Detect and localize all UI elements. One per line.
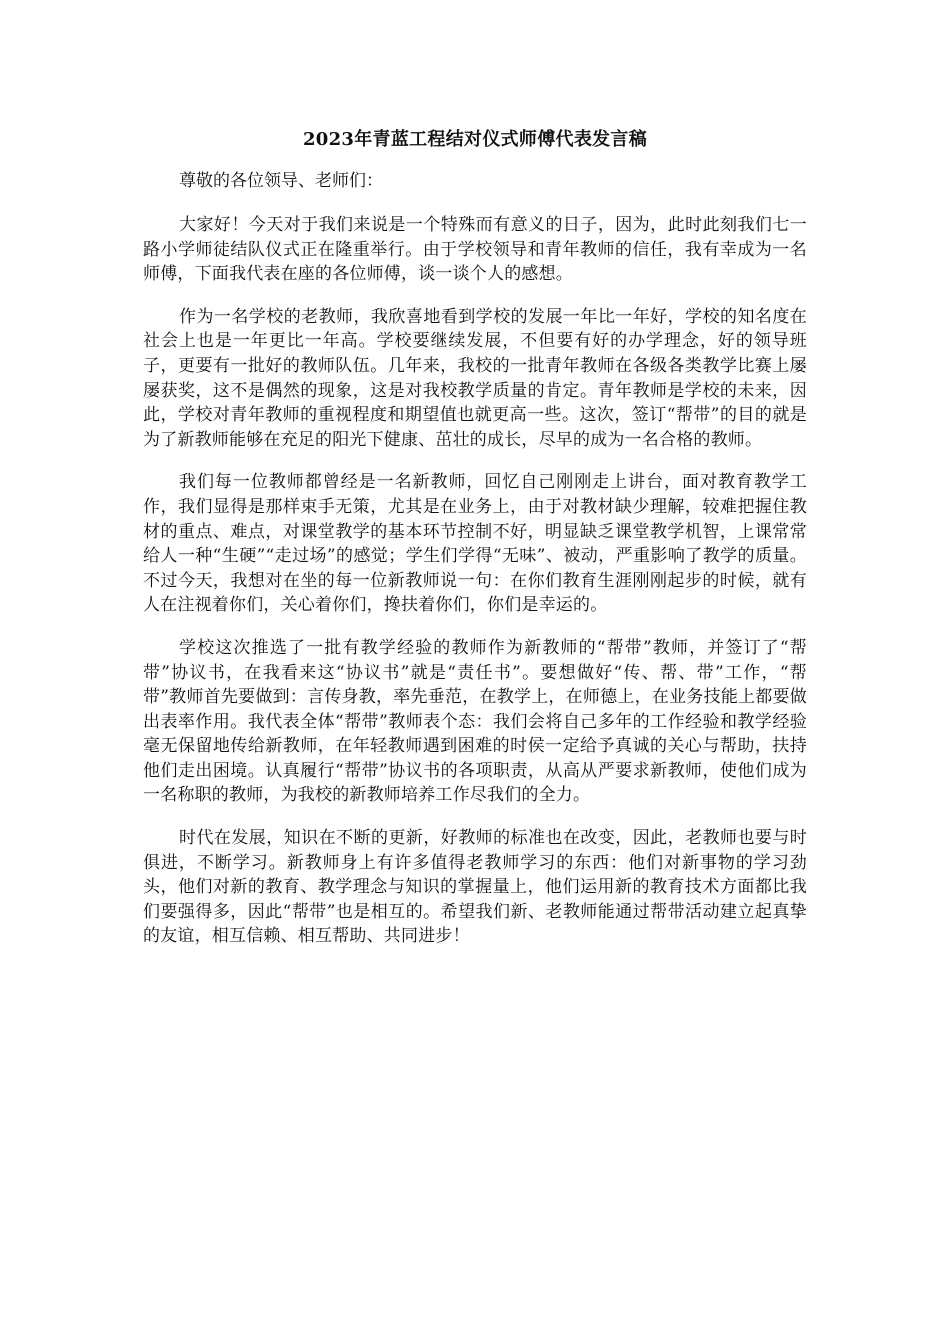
paragraph-1: 大家好！今天对于我们来说是一个特殊而有意义的日子，因为，此时此刻我们七一路小学师徒结队仪式正在隆重举行。由于学校领导和青年教师的信任，我有幸成为一名师傅，下面我代表在座的各位师傅，谈一谈个人的感想。 — [143, 215, 807, 285]
document-title: 2023年青蓝工程结对仪式师傅代表发言稿 — [302, 129, 648, 150]
paragraph-5: 时代在发展，知识在不断的更新，好教师的标准也在改变，因此，老教师也要与时俱进，不断学习。新教师身上有许多值得老教师学习的东西：他们对新事物的学习劲头，他们对新的教育、教学理念与知识的掌握量上，他们运用新的教育技术方面都比我们要强得多，因此“帮带”也是相互的。希望我们新、老教师能通过帮带活动建立起真挚的友谊，相互信赖、相互帮助、共同进步！ — [143, 828, 807, 947]
paragraph-4: 学校这次推选了一批有教学经验的教师作为新教师的“帮带”教师，并签订了“帮带”协议书，在我看来这“协议书”就是“责任书”。要想做好“传、帮、带”工作，“帮带”教师首先要做到：言传身教，率先垂范，在教学上，在师德上，在业务技能上都要做出表率作用。我代表全体“帮带”教师表个态：我们会将自己多年的工作经验和教学经验毫无保留地传给新教师，在年轻教师遇到困难的时侯一定给予真诚的关心与帮助，扶持他们走出困境。认真履行“帮带”协议书的各项职责，从高从严要求新教师，使他们成为一名称职的教师，为我校的新教师培养工作尽我们的全力。 — [143, 637, 807, 806]
document-page — [143, 125, 807, 967]
paragraph-3: 我们每一位教师都曾经是一名新教师，回忆自己刚刚走上讲台，面对教育教学工作，我们显得是那样束手无策，尤其是在业务上，由于对教材缺少理解，较难把握住教材的重点、难点，对课堂教学的基本环节控制不好，明显缺乏课堂教学机智，上课常常给人一种“生硬”“走过场”的感觉；学生们学得“无味”、被动，严重影响了教学的质量。不过今天，我想对在坐的每一位新教师说一句：在你们教育生涯刚刚起步的时候，就有人在注视着你们，关心着你们，搀扶着你们，你们是幸运的。 — [143, 472, 807, 616]
paragraph-2: 作为一名学校的老教师，我欣喜地看到学校的发展一年比一年好，学校的知名度在社会上也是一年更比一年高。学校要继续发展，不但要有好的办学理念，好的领导班子，更要有一批好的教师队伍。几年来，我校的一批青年教师在各级各类教学比赛上屡屡获奖，这不是偶然的现象，这是对我校教学质量的肯定。青年教师是学校的未来，因此，学校对青年教师的重视程度和期望值也就更高一些。这次，签订“帮带”的目的就是为了新教师能够在充足的阳光下健康、茁壮的成长，尽早的成为一名合格的教师。 — [143, 306, 807, 450]
salutation: 尊敬的各位领导、老师们： — [179, 171, 383, 191]
